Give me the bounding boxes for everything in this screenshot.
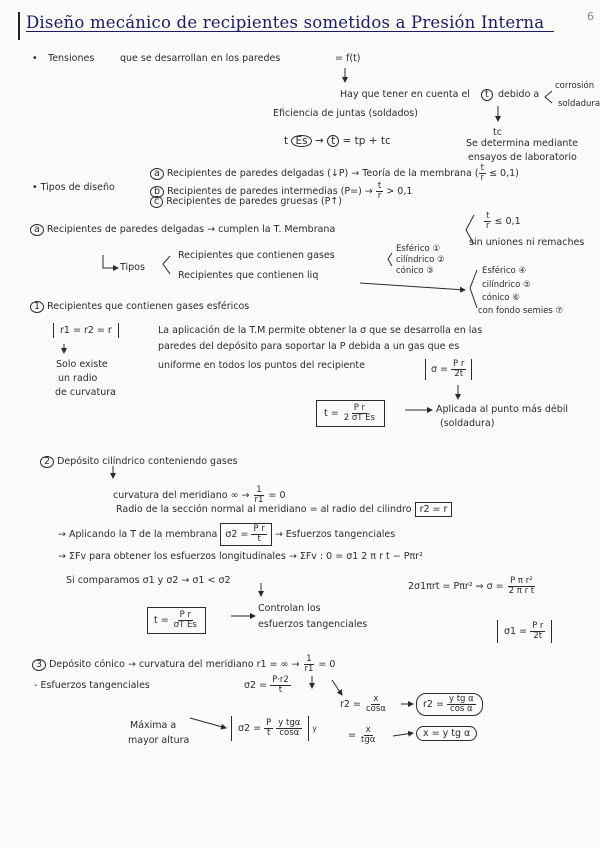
tensiones-func: = f(t) [335,53,361,64]
tc-circled: t [327,135,339,147]
tensiones-cuenta: Hay que tener en cuenta el [340,89,470,100]
margin-line [18,12,20,40]
tipo-a-line: a Recipientes de paredes delgadas (↓P) → Teoría de la membrana ( $\frac{t}{r}$ ≤ 0,1) [150,164,519,183]
sigma-esfera: σ = $\frac{\text{P r}}{2t}$ [425,359,472,380]
mayor-altura: mayor altura [128,735,190,746]
soldadura-label: soldadura [558,99,600,109]
de-curvatura: de curvatura [55,387,116,398]
tipo-c-line: c Recipientes de paredes gruesas (P↑) [150,196,342,208]
seccion-2-title: 2 Depósito cilíndrico conteniendo gases [40,456,238,468]
aplicada-text: Aplicada al punto más débil [436,404,569,415]
tensiones-bullet: • [32,53,38,64]
x-over-tg: = $\frac{x}{\text{tgα}}$ [348,725,376,745]
tipos-label: Tipos [120,262,145,273]
esfuerzos-tangenciales: esfuerzos tangenciales [258,619,368,630]
un-radio: un radio [58,373,98,384]
sigma1-box: σ1 = $\frac{\text{P r}}{2t}$ [497,620,552,643]
seccion-2-l3: → Aplicando la T de la membrana σ2 = $\frac{\text{P r}}{t}$ → Esfuerzos tangenciales [58,524,396,544]
seccion-2-l5: Si comparamos σ1 y σ2 → σ1 < σ2 [66,575,231,586]
seccion-1-title: 1 Recipientes que contienen gases esféricos [30,301,249,313]
gas-esferico: Esférico ① [396,244,441,254]
liq-fondo-semies: con fondo semies ⑦ [478,306,564,316]
liq-cilindrico: cilíndrico ⑤ [482,280,531,290]
solo-existe: Solo existe [56,359,108,370]
seccion-a-line: a Recipientes de paredes delgadas → cumplen la T. Membrana [30,224,335,236]
seccion-1-p1: La aplicación de la T.M permite obtener la σ que se desarrolla en las [158,325,483,336]
t-formula: t Es → t = tp + tc [284,135,391,147]
seccion-2-l4: → ΣFv para obtener los esfuerzos longitudinales → ΣFv : 0 = σ1 2 π r t − Pπr² [58,551,423,562]
liq-esferico: Esférico ④ [482,266,527,276]
t-esfera-box: t = $\frac{\text{P r}}{\text{2 σT Es}}$ [316,400,385,427]
es-circled: Es [291,135,311,147]
controlan-los: Controlan los [258,603,321,614]
determina-text: Se determina mediante [466,138,579,149]
sigma2-cono: σ2 = $\frac{P\cdot r2}{t}$ [244,675,289,695]
title-underline [26,31,554,32]
maxima-a: Máxima a [130,720,177,731]
gas-cilindrico: cilíndrico ② [396,255,445,265]
ensayos-text: ensayos de laboratorio [468,152,577,163]
tipos-diseno-label: • Tipos de diseño [32,182,115,193]
sigma1-derivation: 2σ1πrt = Pπr² ⇒ σ = $\frac{\text{P π r²}}{\text{2 π r t}}$ [408,576,535,596]
tensiones-text: que se desarrollan en los paredes [120,53,281,64]
sin-uniones: sin uniones ni remaches [469,237,585,248]
t-cilindro-box: t = $\frac{\text{P r}}{\text{σT Es}}$ [147,607,206,634]
esfuerzos-tangenciales-3: - Esfuerzos tangenciales [34,680,150,691]
corrosion-label: corrosión [555,81,595,91]
tensiones-label: Tensiones [48,53,95,64]
tipo-b-line: b Recipientes de paredes intermedias (P=) → $\frac{t}{r}$ > 0,1 [150,182,412,201]
seccion-1-p2: paredes del depósito para soportar la P debida a un gas que es [158,341,460,352]
r-equal: r1 = r2 = r [53,323,119,338]
seccion-2-l2: Radio de la sección normal al meridiano = al radio del cilindro r2 = r [116,504,452,515]
liq-conico: cónico ⑥ [482,293,520,303]
recipientes-liq: Recipientes que contienen liq [178,270,319,281]
page-title: Diseño mecánico de recipientes sometidos a Presión Interna [26,13,545,32]
tc-label: tc [493,127,502,138]
r2-cono-final: r2 = $\frac{\text{y tg α}}{\text{cos α}}$ [416,693,483,716]
t-circled: t [481,89,493,101]
soldadura-text: (soldadura) [440,418,495,429]
seccion-1-p3: uniforme en todos los puntos del recipiente [158,360,365,371]
eficiencia-juntas: Eficiencia de juntas (soldados) [273,108,418,119]
page-number: 6 [587,10,594,23]
seccion-a-cond: $\frac{t}{r}$ ≤ 0,1 [486,211,521,231]
seccion-3-title: 3 Depósito cónico → curvatura del meridiano r1 = ∞ → $\frac{1}{r1}$ = 0 [32,655,335,674]
debido-a: debido a [498,89,540,100]
recipientes-gases: Recipientes que contienen gases [178,250,335,261]
x-final: x = y tg α [416,726,477,741]
r2-cono: r2 = $\frac{x}{\cos\alpha}$ [340,694,386,714]
gas-conico: cónico ③ [396,266,434,276]
seccion-2-l1: curvatura del meridiano ∞ → $\frac{1}{r1}$ = 0 [113,485,286,505]
sigma2-big: σ2 = $\frac{P}{t}$ $\frac{\text{y tgα}}{\cos\alpha}$ y [231,716,317,741]
